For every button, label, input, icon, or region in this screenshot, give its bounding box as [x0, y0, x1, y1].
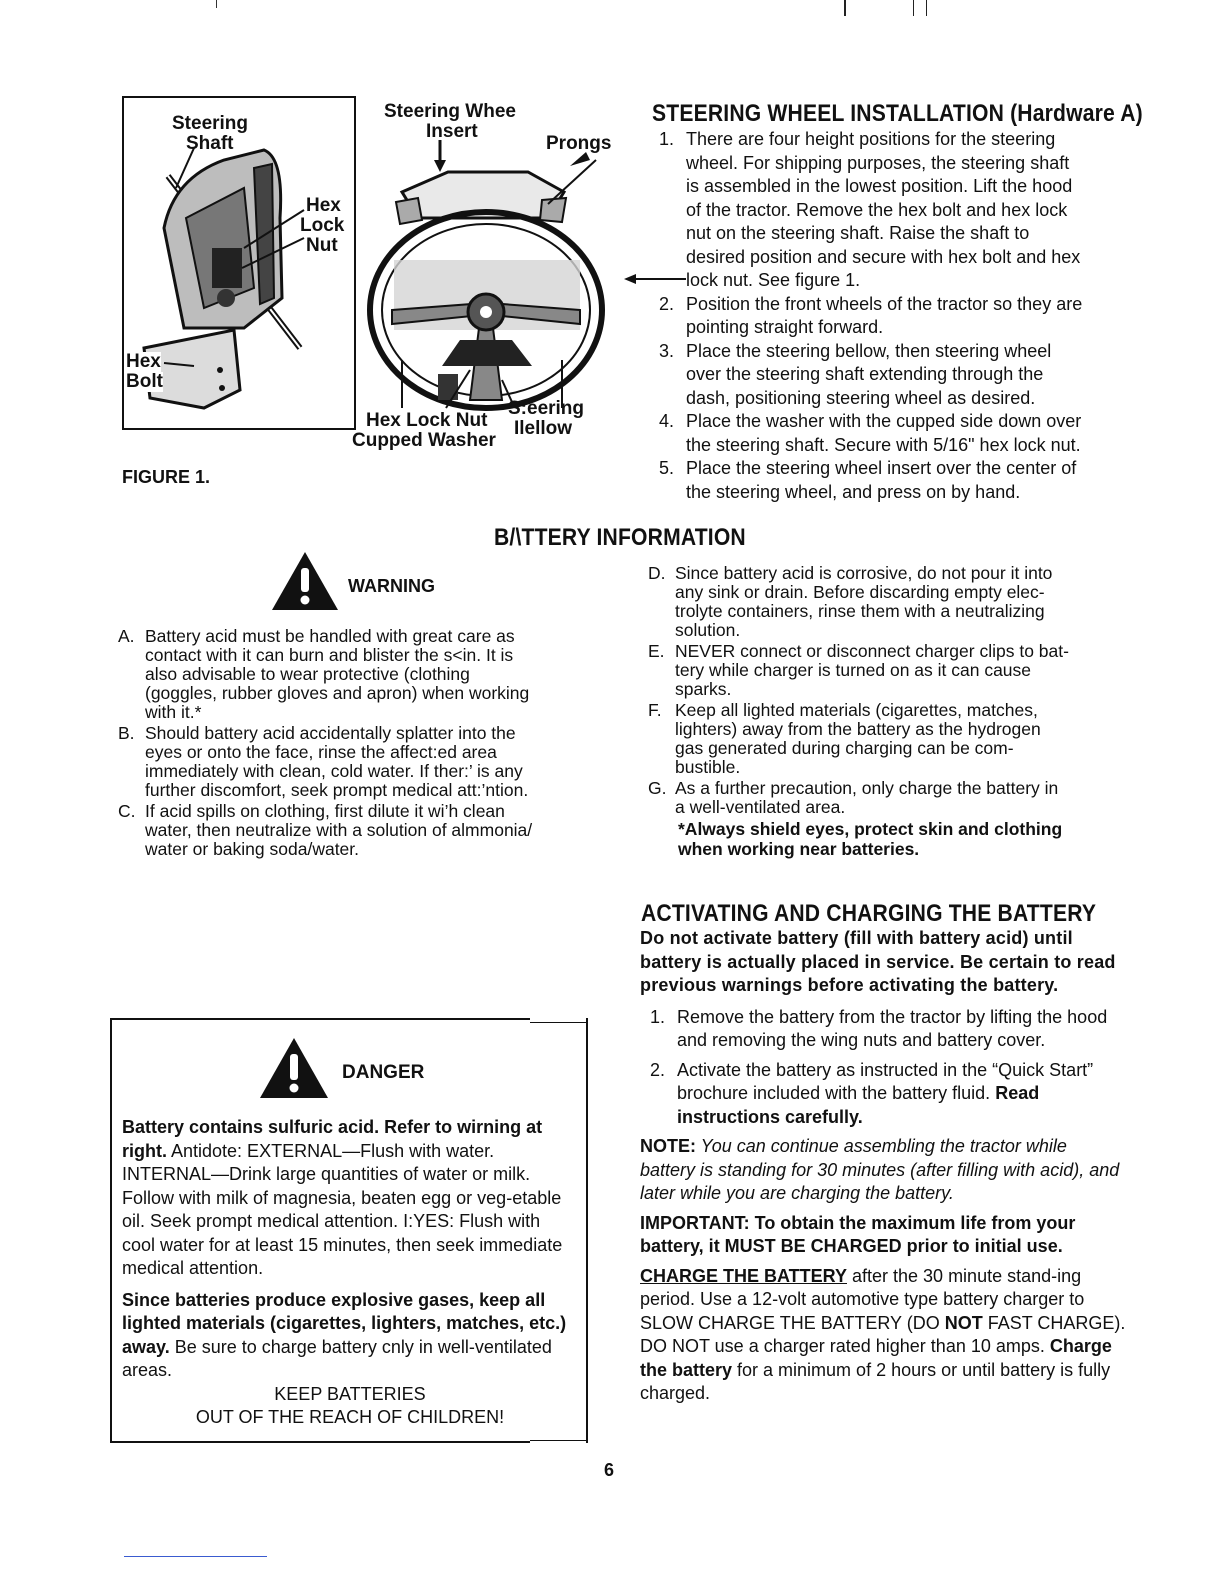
- steering-step-5: [652, 457, 1138, 504]
- label-wheel-insert-1: Steering Whee: [384, 101, 516, 122]
- activating-title: ACTIVATING AND CHARGING THE BATTERY: [641, 900, 1097, 927]
- battery-item-letter: G.: [648, 778, 667, 798]
- battery-item-line: water or baking soda/water.: [145, 839, 360, 859]
- warning-label: WARNING: [348, 576, 435, 596]
- note-label: NOTE:: [640, 1136, 696, 1156]
- battery-item-letter: C.: [118, 801, 136, 821]
- battery-item-e: [648, 642, 1128, 699]
- battery-item-line: tery while charger is turned on as it can cause: [675, 660, 1032, 680]
- battery-item-g: [648, 779, 1128, 817]
- activating-step-2: [640, 1059, 1126, 1130]
- label-wheel-insert-2: Insert: [426, 121, 478, 142]
- battery-item-line: NEVER connect or disconnect charger clips to bat-: [675, 641, 1069, 661]
- steering-step-number: 5.: [658, 458, 674, 478]
- battery-left-items: [118, 627, 604, 861]
- danger-p1-text: Antidote: EXTERNAL—Flush with water. INTERNAL—Drink large quantities of water or milk. Follow with milk of magnesia, beaten egg or veg-etable oil. Seek prompt medical attention. I:YES: Flush with cool water for at least 15 minutes, then seek immediate medical attention.: [122, 1140, 563, 1278]
- label-hex-bolt-1: Hex: [126, 351, 161, 372]
- battery-item-b: [118, 724, 604, 800]
- label-steering-bellow-2: Ilellow: [514, 418, 573, 439]
- battery-item-letter: A.: [118, 626, 135, 646]
- battery-item-line: eyes or onto the face, rinse the affect:ed area: [145, 742, 497, 762]
- page-number: 6: [604, 1460, 615, 1480]
- steering-step-line: Place the steering bellow, then steering wheel: [686, 340, 1052, 361]
- label-steering-shaft-1: Steering: [172, 113, 249, 134]
- warning-icon: [270, 550, 340, 612]
- battery-item-line: with it.*: [145, 702, 202, 722]
- battery-item-line: water, then neutralize with a solution of almmonia/: [145, 820, 533, 840]
- steering-step-line: desired position and secure with hex bolt and hex: [686, 246, 1081, 267]
- battery-item-line: contact with it can burn and blister the s<in. It is: [145, 645, 514, 665]
- charge-not: NOT: [944, 1312, 983, 1333]
- battery-right-items: [648, 564, 1128, 859]
- steering-section-title: STEERING WHEEL INSTALLATION (Hardware A): [652, 100, 1143, 127]
- steering-step-line: over the steering shaft extending through the: [686, 364, 1044, 384]
- battery-item-line: a well-ventilated area.: [675, 797, 846, 817]
- battery-item-line: (goggles, rubber gloves and apron) when working: [145, 683, 530, 703]
- battery-item-f: [648, 701, 1128, 777]
- steering-step-3: [652, 340, 1138, 411]
- danger-paragraph-2: [122, 1289, 578, 1383]
- battery-item-line: Should battery acid accidentally splatter into the: [145, 723, 516, 743]
- activating-step-2-text: Activate the battery as instructed in the “Quick Start” brochure included with the battery fluid.: [677, 1059, 1094, 1103]
- steering-step-number: 1.: [658, 129, 674, 149]
- steering-steps: [652, 128, 1138, 504]
- steering-step-line: is assembled in the lowest position. Lift the hood: [686, 176, 1073, 196]
- figure-caption: FIGURE 1.: [122, 467, 211, 487]
- activating-step-2-number: 2.: [650, 1059, 666, 1080]
- battery-item-letter: D.: [648, 563, 666, 583]
- danger-paragraph-1: [122, 1116, 578, 1281]
- activating-body: [640, 927, 1126, 1406]
- label-prongs: Prongs: [546, 133, 612, 154]
- label-hex-lock-3: Nut: [306, 235, 338, 256]
- steering-step-number: 3.: [658, 340, 674, 361]
- shield-note-line-1: *Always shield eyes, protect skin and clothing: [678, 819, 1063, 839]
- label-hex-lock-nut: Hex Lock Nut: [366, 410, 488, 431]
- activating-step-2-bold: Read instructions carefully.: [677, 1083, 1040, 1127]
- steering-step-line: pointing straight forward.: [686, 317, 884, 337]
- activating-step-1: [640, 1006, 1126, 1053]
- battery-item-line: also advisable to wear protective (clothing: [145, 664, 470, 684]
- steering-step-line: of the tractor. Remove the hex bolt and hex lock: [686, 199, 1068, 220]
- steering-step-4: [652, 410, 1138, 457]
- label-hex-lock-2: Lock: [300, 215, 345, 236]
- steering-step-number: 2.: [658, 293, 674, 314]
- steering-step-line: nut on the steering shaft. Raise the shaft to: [686, 223, 1030, 243]
- danger-p2-text: Be sure to charge battery cnly in well-ventilated areas.: [122, 1336, 552, 1380]
- steering-step-line: dash, positioning steering wheel as desired.: [686, 387, 1036, 408]
- battery-item-letter: B.: [118, 723, 135, 743]
- battery-item-d: [648, 564, 1128, 640]
- danger-icon: [258, 1036, 330, 1100]
- steering-step-line: Place the steering wheel insert over the center of: [686, 458, 1077, 478]
- battery-item-letter: F.: [648, 700, 662, 720]
- charge-title: CHARGE THE BATTERY: [640, 1265, 847, 1286]
- battery-item-line: any sink or drain. Before discarding empty elec-: [675, 582, 1045, 602]
- steering-step-line: Position the front wheels of the tractor so they are: [686, 293, 1083, 314]
- battery-item-line: gas generated during charging can be com-: [675, 738, 1014, 758]
- label-hex-lock-1: Hex: [306, 195, 341, 216]
- steering-step-line: Place the washer with the cupped side down over: [686, 411, 1082, 431]
- steering-step-line: wheel. For shipping purposes, the steering shaft: [686, 152, 1070, 173]
- label-steering-bellow-1: S:eering: [508, 398, 585, 419]
- battery-item-line: Battery acid must be handled with great care as: [145, 626, 515, 646]
- label-hex-bolt-2: Bolt: [126, 371, 163, 392]
- activating-step-1-text: Remove the battery from the tractor by lifting the hood and removing the wing nuts and battery cover.: [677, 1006, 1108, 1050]
- battery-item-line: lighters) away from the battery as the hydrogen: [675, 719, 1041, 739]
- steering-step-line: lock nut. See figure 1.: [686, 270, 861, 290]
- steering-step-2: [652, 293, 1138, 340]
- important-note: IMPORTANT: To obtain the maximum life from your battery, it MUST BE CHARGED prior to initial use.: [640, 1212, 1076, 1256]
- danger-label: DANGER: [342, 1062, 425, 1083]
- steering-wheel-illustration: [352, 140, 622, 420]
- shield-note-line-2: when working near batteries.: [678, 839, 920, 859]
- steering-step-1: [652, 128, 1138, 293]
- activating-step-1-number: 1.: [650, 1006, 666, 1027]
- battery-item-letter: E.: [648, 641, 665, 661]
- steering-step-line: the steering wheel, and press on by hand.: [686, 481, 1021, 502]
- charge-bold: Charge the battery: [640, 1336, 1112, 1380]
- battery-item-line: further discomfort, seek prompt medical att:’ntion.: [145, 780, 529, 800]
- activating-note: [640, 1135, 1126, 1206]
- danger-p2-bold: Since batteries produce explosive gases, keep all lighted materials (cigarettes, lighters, matches, etc.) away.: [122, 1289, 567, 1357]
- danger-keep-1: KEEP BATTERIES: [274, 1383, 426, 1404]
- steering-step-line: There are four height positions for the steering: [686, 129, 1056, 149]
- battery-item-line: If acid spills on clothing, first dilute it wi’h clean: [145, 801, 505, 821]
- label-cupped-washer: Cupped Washer: [352, 430, 496, 451]
- steering-step-number: 4.: [658, 411, 674, 431]
- battery-item-line: bustible.: [675, 757, 741, 777]
- battery-item-a: [118, 627, 604, 722]
- battery-item-line: sparks.: [675, 679, 732, 699]
- charge-text-3: for a minimum of 2 hours or until battery is fully charged.: [640, 1359, 1111, 1403]
- note-text: You can continue assembling the tractor while battery is standing for 30 minutes (after filling with acid), and later while you are charging the battery.: [640, 1136, 1120, 1203]
- battery-item-line: Since battery acid is corrosive, do not pour it into: [675, 563, 1053, 583]
- battery-item-line: Keep all lighted materials (cigarettes, matches,: [675, 700, 1038, 720]
- charge-paragraph: [640, 1265, 1126, 1406]
- charge-text-2: FAST CHARGE). DO NOT use a charger rated higher than 10 amps.: [640, 1312, 1126, 1356]
- battery-item-c: [118, 802, 604, 859]
- battery-info-title: B/\TTERY INFORMATION: [494, 524, 746, 551]
- danger-body: [122, 1116, 578, 1430]
- battery-item-line: solution.: [675, 620, 741, 640]
- activating-intro: Do not activate battery (fill with battery acid) until battery is actually placed in service. Be certain to read previous warnings before activating the battery.: [640, 928, 1116, 995]
- bottom-rule: [124, 1556, 267, 1557]
- battery-item-line: immediately with clean, cold water. If ther:’ is any: [145, 761, 523, 781]
- shield-note: [648, 819, 1128, 859]
- battery-item-line: As a further precaution, only charge the battery in: [675, 778, 1059, 798]
- danger-keep-2: OUT OF THE REACH OF CHILDREN!: [195, 1407, 505, 1427]
- steering-step-line: the steering shaft. Secure with 5/16" hex lock nut.: [686, 434, 1081, 455]
- danger-p1-bold: Battery contains sulfuric acid. Refer to wirning at right.: [122, 1117, 543, 1161]
- charge-text-1: after the 30 minute stand-ing period. Use a 12-volt automotive type battery charger to SLOW CHARGE THE BATTERY (DO: [640, 1265, 1085, 1333]
- battery-item-line: trolyte containers, rinse them with a neutralizing: [675, 601, 1045, 621]
- label-steering-shaft-2: Shaft: [186, 133, 234, 154]
